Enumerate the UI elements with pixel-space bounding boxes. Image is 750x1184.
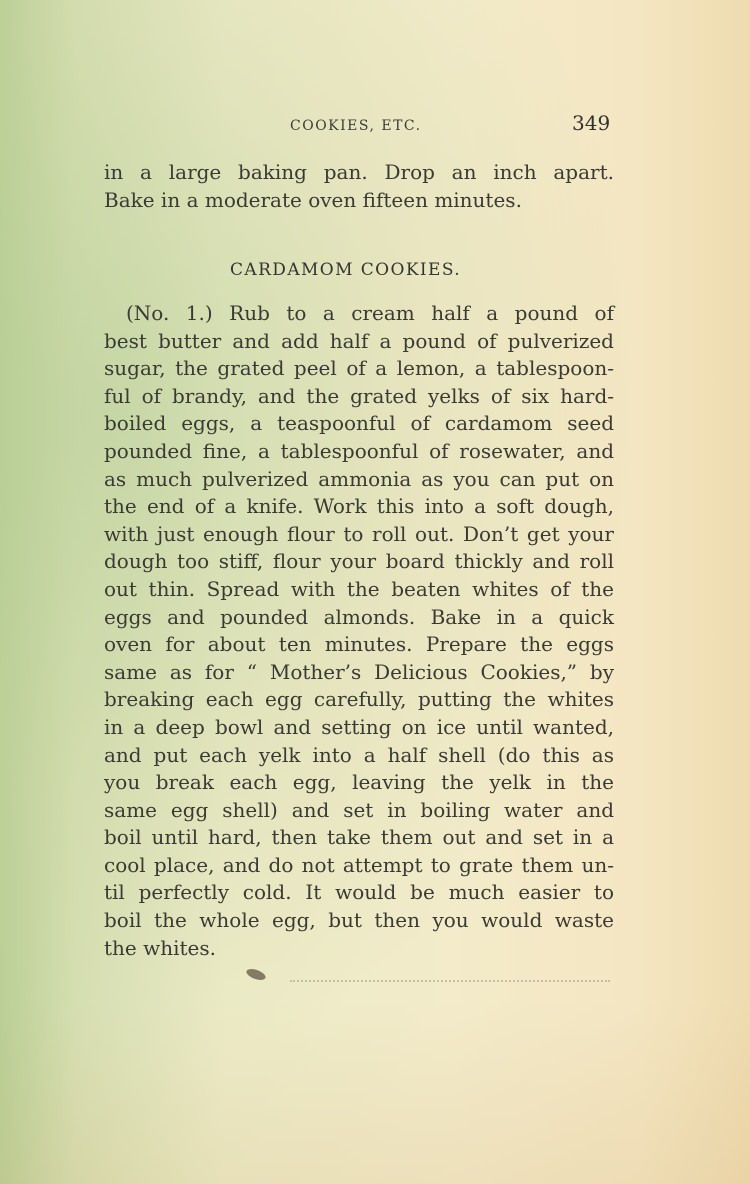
text-line: same egg shell) and set in boiling water and xyxy=(104,797,614,822)
recipe-paragraph xyxy=(104,300,614,962)
text-line: (No. 1.) Rub to a cream half a pound of xyxy=(126,301,614,325)
text-line: best butter and add half a pound of pulverized xyxy=(104,328,614,353)
text-line: boiled eggs, a teaspoonful of cardamom seed xyxy=(104,411,614,436)
page-number: 349 xyxy=(572,111,611,135)
text-line: pounded fine, a tablespoonful of rosewater, and xyxy=(104,438,614,463)
text-line: the end of a knife. Work this into a soft dough, xyxy=(104,494,614,519)
text-line: Bake in a moderate oven fifteen minutes. xyxy=(104,188,522,212)
ink-smudge xyxy=(245,967,267,982)
text-line: dough too stiff, flour your board thickly and roll xyxy=(104,549,614,574)
section-title: CARDAMOM COOKIES. xyxy=(230,260,462,280)
paper-specks xyxy=(290,980,610,992)
text-line: breaking each egg carefully, putting the whites xyxy=(104,687,614,712)
text-line: boil until hard, then take them out and set in a xyxy=(104,825,614,850)
text-line: with just enough flour to roll out. Don’t get your xyxy=(104,521,614,546)
text-line: in a deep bowl and setting on ice until wanted, xyxy=(104,714,614,739)
text-line: the whites. xyxy=(104,935,217,960)
text-line: boil the whole egg, but then you would waste xyxy=(104,908,614,933)
text-line: oven for about ten minutes. Prepare the eggs xyxy=(104,632,614,657)
running-header: COOKIES, ETC. xyxy=(290,118,422,134)
text-line: eggs and pounded almonds. Bake in a quick xyxy=(104,604,614,629)
text-line: you break each egg, leaving the yelk in the xyxy=(104,770,614,795)
text-line: as much pulverized ammonia as you can put on xyxy=(104,466,614,491)
text-line: out thin. Spread with the beaten whites of the xyxy=(104,576,614,601)
continuation-paragraph xyxy=(104,159,614,215)
text-line: til perfectly cold. It would be much easier to xyxy=(104,880,614,905)
text-line: in a large baking pan. Drop an inch apart. xyxy=(104,160,614,184)
text-line: cool place, and do not attempt to grate them un- xyxy=(104,852,614,877)
text-line: same as for “ Mother’s Delicious Cookies,” by xyxy=(104,659,614,684)
text-line: ful of brandy, and the grated yelks of six hard- xyxy=(104,383,614,408)
text-line: sugar, the grated peel of a lemon, a tablespoon- xyxy=(104,356,614,381)
paper-stain xyxy=(0,1000,750,1184)
text-line: and put each yelk into a half shell (do this as xyxy=(104,742,614,767)
